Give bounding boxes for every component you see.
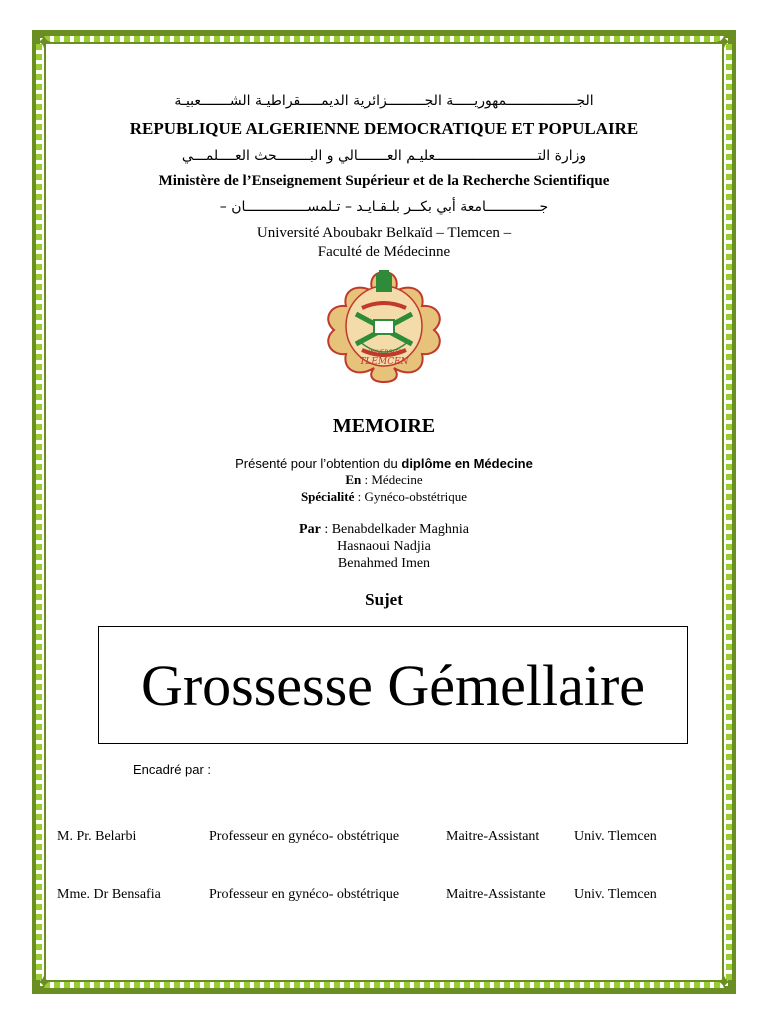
corner-ornament-icon: ✦ — [715, 970, 733, 994]
header-republic: REPUBLIQUE ALGERIENNE DEMOCRATIQUE ET POPULAIRE — [129, 119, 639, 138]
author-line-1 — [0, 522, 768, 538]
author-3: Benahmed Imen — [337, 556, 431, 571]
header-arabic-university: جـــــــــــــامعة أبي بكــر بلـقـايـد – تـلمســـــــــــــــان – — [219, 199, 549, 215]
en-value: : Médecine — [361, 472, 423, 487]
subject-title: Grossesse Gémellaire — [140, 652, 646, 718]
header-arabic-republic: الجـــــــــــــــــمهوريـــــة الجـــــــــزائرية الديمـــــقراطيـة الشـــــــعبيـة — [174, 93, 594, 109]
en-label: En — [345, 472, 362, 487]
en-line — [0, 472, 768, 488]
supervisor-univ: Univ. Tlemcen — [574, 887, 657, 902]
specialite-line — [0, 489, 768, 505]
corner-ornament-icon: ✦ — [35, 970, 53, 994]
author-2: Hasnaoui Nadjia — [337, 539, 431, 554]
logo-ribbon-text: UNIVERSITE — [366, 349, 402, 356]
supervisor-role: Professeur en gynéco- obstétrique — [209, 887, 400, 902]
subject-box — [98, 626, 688, 744]
logo-city-text: TLEMCEN — [359, 357, 409, 367]
corner-ornament-icon: ✦ — [715, 30, 733, 54]
supervisor-role: Professeur en gynéco- obstétrique — [209, 829, 400, 844]
author-1: : Benabdelkader Maghnia — [320, 522, 469, 537]
presented-line — [0, 456, 768, 472]
supervisor-rank: Maitre-Assistante — [446, 887, 546, 902]
supervisor-name: M. Pr. Belarbi — [57, 829, 137, 844]
header-arabic-ministry: وزارة التـــــــــــــــــــــــــعليـم العـــــــالي و البــــــــحث العــــلمـــي — [181, 148, 587, 164]
supervisor-name: Mme. Dr Bensafia — [57, 887, 161, 902]
specialite-label: Spécialité — [300, 489, 355, 504]
corner-ornament-icon: ✦ — [35, 30, 53, 54]
page-border-pattern-bottom — [44, 982, 724, 988]
presented-prefix: Présenté pour l’obtention du — [235, 456, 402, 471]
university-logo — [322, 268, 446, 384]
sujet-label: Sujet — [365, 590, 403, 609]
supervisor-rank: Maitre-Assistant — [446, 829, 540, 844]
encadre-label: Encadré par : — [133, 762, 212, 777]
memoire-title: MEMOIRE — [332, 415, 436, 437]
header-faculty: Faculté de Médecinne — [317, 244, 451, 260]
par-label: Par — [299, 522, 321, 537]
presented-diploma: diplôme en Médecine — [401, 456, 533, 471]
header-university: Université Aboubakr Belkaïd – Tlemcen – — [256, 225, 512, 241]
specialite-value: : Gynéco-obstétrique — [354, 489, 468, 504]
supervisor-univ: Univ. Tlemcen — [574, 829, 657, 844]
header-ministry: Ministère de l’Enseignement Supérieur et de la Recherche Scientifique — [158, 173, 610, 189]
